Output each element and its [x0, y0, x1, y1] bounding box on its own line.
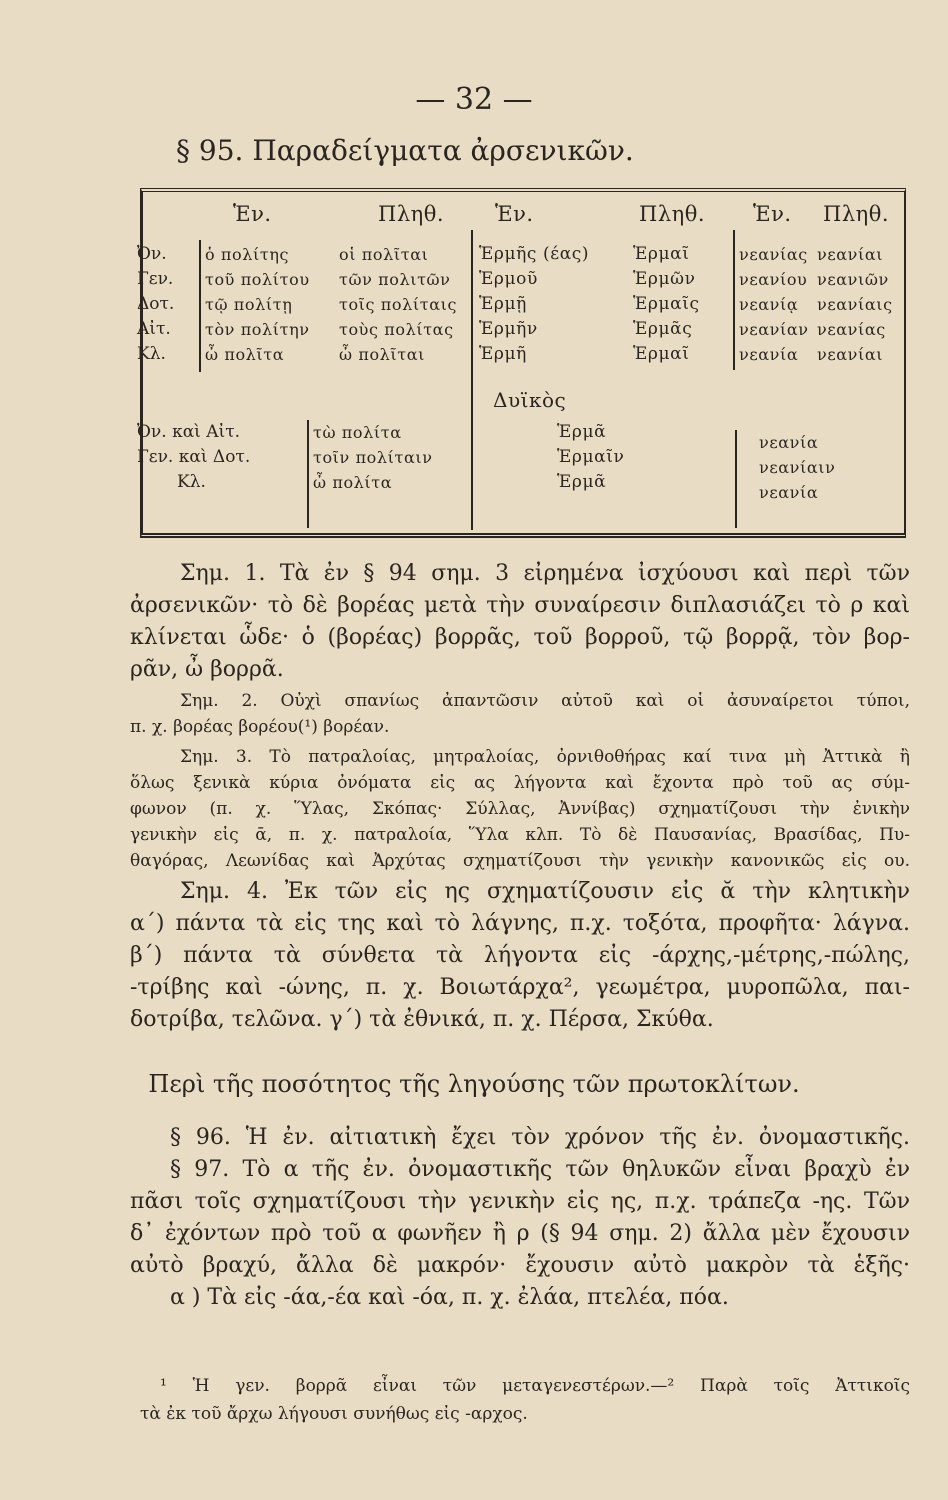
cell: νεανιῶν — [817, 270, 889, 289]
cell: νεανία — [759, 483, 819, 502]
cell: Ἑρμᾶς — [633, 319, 693, 339]
cell: οἱ πολῖται — [339, 245, 429, 264]
col1-singular — [205, 242, 310, 367]
text-line: πᾶσι τοῖς σχηματίζουσι τὴν γενικὴν εἰς ης, π.χ. τράπεζα -ης. Τῶν — [130, 1189, 910, 1214]
text-line: δοτρίβα, τελῶνα. γ΄) τὰ ἐθνικά, π. χ. Πέρσα, Σκύθα. — [130, 1007, 714, 1032]
col3-singular — [739, 242, 809, 367]
paragraph-96 — [130, 1122, 910, 1154]
case-label: Ὀν. — [137, 244, 167, 264]
cell: ὦ πολίτα — [313, 473, 393, 492]
text-line: ρᾶν, ὦ βορρᾶ. — [130, 657, 284, 682]
case-label: Κλ. — [177, 472, 206, 492]
case-label: Γεν. καὶ Δοτ. — [137, 447, 251, 467]
header-pl-1: Πληθ. — [378, 202, 445, 226]
text-line: δ᾽ ἐχόντων πρὸ τοῦ α φωνῆεν ἢ ρ (§ 94 σημ. 2) ἄλλα μὲν ἔχουσιν — [130, 1221, 910, 1246]
text-line: φωνον (π. χ. Ὕλας, Σκόπας· Σύλλας, Ἀννίβας) σχηματίζουσι τὴν ἐνικὴν — [130, 799, 910, 819]
text-line: γενικὴν εἰς ᾱ, π. χ. πατραλοία, Ὕλα κλπ. Τὸ δὲ Παυσανίας, Βρασίδας, Πυ- — [130, 825, 910, 845]
text-line: § 96. Ἡ ἐν. αἰτιατικὴ ἔχει τὸν χρόνον τῆς ἐν. ὀνομαστικῆς. — [170, 1125, 910, 1150]
cell: νεανίᾳ — [739, 295, 799, 314]
case-label: Κλ. — [137, 344, 166, 364]
footnote-line: τὰ ἐκ τοῦ ἄρχω λήγουσι συνήθως εἰς -αρχος. — [140, 1404, 528, 1424]
text-line: α΄) πάντα τὰ εἰς της καὶ τὸ λάγνης, π.χ. τοξότα, προφῆτα· λάγνα. — [130, 911, 910, 936]
cell: Ἑρμῇ — [479, 294, 527, 314]
cell: νεανία — [759, 433, 819, 452]
cell: Ἑρμᾶ — [557, 422, 607, 442]
section-title: § 95. Παραδείγματα ἀρσενικῶν. — [176, 134, 634, 167]
note-4 — [130, 876, 910, 1036]
dual-col1 — [313, 420, 433, 495]
cell: Ἑρμαῖ — [633, 344, 690, 364]
footnote-line: ¹ Ἡ γεν. βορρᾶ εἶναι τῶν μεταγενεστέρων.—² Παρὰ τοῖς Ἀττικοῖς — [160, 1376, 910, 1396]
cell: Ἑρμᾶ — [557, 472, 607, 492]
table-rule — [199, 240, 201, 372]
header-pl-2: Πληθ. — [639, 202, 706, 226]
cell: νεανία — [739, 345, 799, 364]
paragraph-97 — [130, 1154, 910, 1314]
cell: Ἑρμῶν — [633, 269, 696, 289]
page-number: — 32 — — [415, 82, 533, 117]
cell: ὦ πολῖτα — [205, 345, 285, 364]
text-line: Σημ. 1. Τὰ ἐν § 94 σημ. 3 εἰρημένα ἰσχύουσι καὶ περὶ τῶν — [180, 561, 910, 586]
dual-label: Δυϊκὸς — [493, 388, 567, 412]
footnotes — [140, 1372, 910, 1428]
note-3 — [130, 744, 910, 874]
case-labels — [137, 242, 174, 367]
note-2 — [130, 688, 910, 740]
cell: νεανίαι — [817, 245, 884, 264]
cell: τοῖν πολίταιν — [313, 448, 433, 467]
note-1 — [130, 558, 910, 686]
cell: Ἑρμῆς (έας) — [479, 244, 590, 264]
text-line: ἀρσενικῶν· τὸ δὲ βορέας μετὰ τὴν συναίρεσιν διπλασιάζει τὸ ρ καὶ — [130, 593, 910, 618]
cell: τοῦ πολίτου — [205, 270, 310, 289]
cell: Ἑρμοῦ — [479, 269, 538, 289]
header-sg-2: Ἑν. — [495, 202, 534, 226]
dual-case-labels — [137, 420, 250, 495]
header-sg-3: Ἑν. — [753, 202, 792, 226]
table-rule — [733, 230, 735, 370]
case-label: Δοτ. — [137, 294, 175, 314]
text-line: κλίνεται ὧδε· ὁ (βορέας) βορρᾶς, τοῦ βορροῦ, τῷ βορρᾷ, τὸν βορ- — [130, 625, 910, 650]
cell: Ἑρμαῖ — [633, 244, 690, 264]
header-sg-1: Ἑν. — [233, 202, 272, 226]
col1-plural — [339, 242, 457, 367]
cell: νεανίου — [739, 270, 808, 289]
dual-col3 — [759, 430, 835, 505]
cell: νεανίαι — [817, 345, 884, 364]
cell: νεανίαις — [817, 295, 893, 314]
text-line: αὐτὸ βραχύ, ἄλλα δὲ μακρόν· ἔχουσιν αὐτὸ μακρὸν τὰ ἑξῆς· — [130, 1253, 910, 1278]
text-line: β΄) πάντα τὰ σύνθετα τὰ λήγοντα εἰς -άρχης,-μέτρης,-πώλης, — [130, 943, 910, 968]
cell: ὦ πολῖται — [339, 345, 426, 364]
cell: Ἑρμῆ — [479, 344, 527, 364]
table-rule — [307, 420, 309, 528]
text-line: α ) Τὰ εἰς -άα,-έα καὶ -όα, π. χ. ἐλάα, πτελέα, πόα. — [170, 1285, 729, 1310]
cell: Ἑρμαῖς — [633, 294, 700, 314]
text-line: Σημ. 4. Ἐκ τῶν εἰς ης σχηματίζουσιν εἰς ᾰ τὴν κλητικὴν — [180, 879, 910, 904]
case-label: Γεν. — [137, 269, 174, 289]
cell: τοὺς πολίτας — [339, 320, 454, 339]
cell: τὸν πολίτην — [205, 320, 310, 339]
subsection-heading: Περὶ τῆς ποσότητος τῆς ληγούσης τῶν πρωτοκλίτων. — [148, 1070, 800, 1098]
case-label: Αἰτ. — [137, 319, 171, 339]
text-line: Σημ. 3. Τὸ πατραλοίας, μητραλοίας, ὀρνιθοθήρας καί τινα μὴ Ἀττικὰ ἢ — [180, 747, 910, 767]
cell: νεανίαιν — [759, 458, 836, 477]
declension-table — [137, 188, 906, 538]
text-line: θαγόρας, Λεωνίδας καὶ Ἀρχύτας σχηματίζουσι τὴν γενικὴν κανονικῶς εἰς ου. — [130, 851, 910, 871]
cell: νεανίας — [817, 320, 886, 339]
cell: τὼ πολίτα — [313, 423, 402, 442]
cell: τοῖς πολίταις — [339, 295, 458, 314]
text-line: Σημ. 2. Οὐχὶ σπανίως ἀπαντῶσιν αὐτοῦ καὶ οἱ ἀσυναίρετοι τύποι, — [180, 691, 910, 711]
col2-plural — [633, 242, 700, 367]
case-label: Ὀν. καὶ Αἰτ. — [137, 422, 241, 442]
header-pl-3: Πληθ. — [823, 202, 890, 226]
cell: Ἑρμαῖν — [557, 447, 625, 467]
dual-col2 — [557, 420, 624, 495]
text-line: -τρίβης καὶ -ώνης, π. χ. Βοιωτάρχα², γεωμέτρα, μυροπῶλα, παι- — [130, 975, 910, 1000]
text-line: π. χ. βορέας βορέου(¹) βορέαν. — [130, 717, 390, 737]
col2-singular — [479, 242, 589, 367]
cell: Ἑρμῆν — [479, 319, 538, 339]
col3-plural — [817, 242, 893, 367]
cell: νεανίαν — [739, 320, 809, 339]
cell: νεανίας — [739, 245, 808, 264]
text-line: § 97. Τὸ α τῆς ἐν. ὀνομαστικῆς τῶν θηλυκῶν εἶναι βραχὺ ἐν — [170, 1157, 910, 1182]
text-line: ὅλως ξενικὰ κύρια ὀνόματα εἰς ας λήγοντα καὶ ἔχοντα πρὸ τοῦ ας σύμ- — [130, 773, 910, 793]
cell: τῷ πολίτῃ — [205, 295, 293, 314]
table-rule — [735, 430, 737, 528]
table-rule — [471, 230, 473, 530]
cell: ὁ πολίτης — [205, 245, 290, 264]
cell: τῶν πολιτῶν — [339, 270, 451, 289]
